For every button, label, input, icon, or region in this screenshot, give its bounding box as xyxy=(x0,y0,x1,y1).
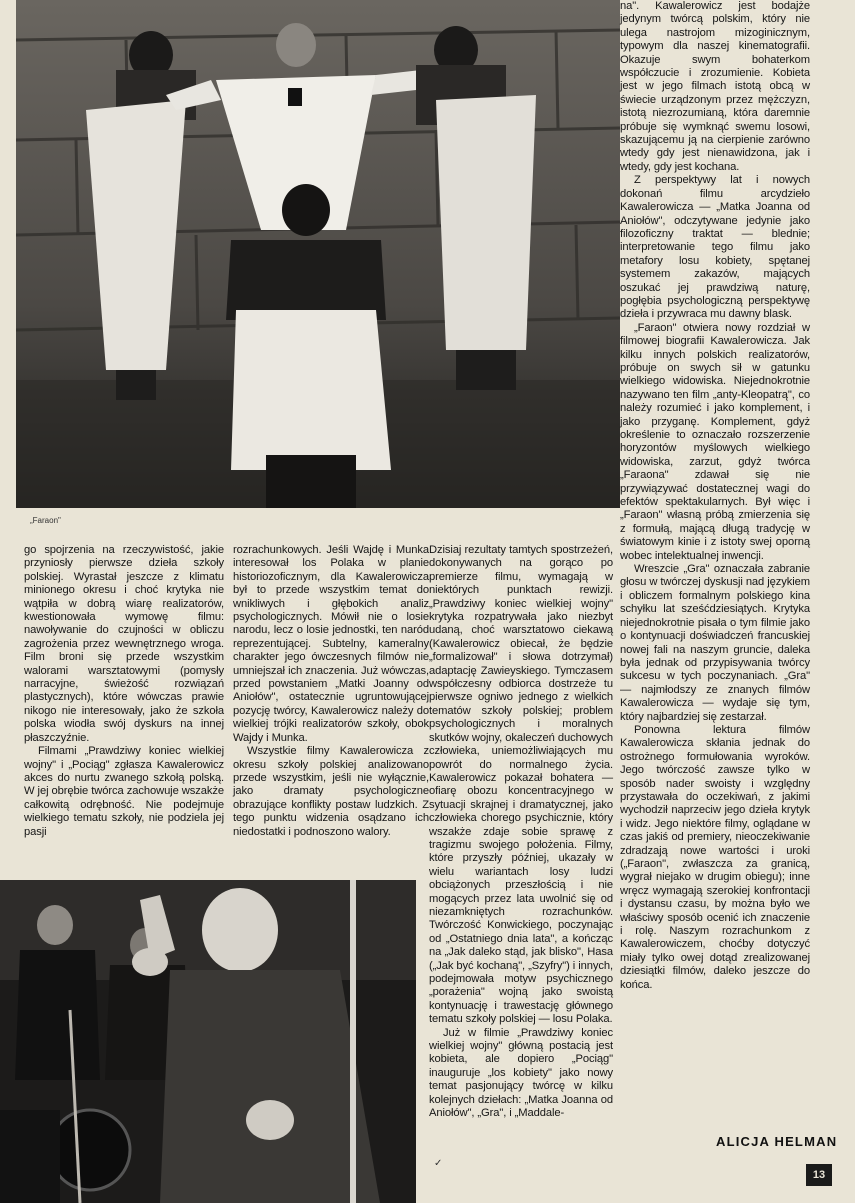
faraon-still-icon xyxy=(16,0,620,508)
paragraph: Filmami „Prawdziwy koniec wielkiej wojny" i „Pociąg" zgłasza Kawalerowicz akces do nurtu zwanego szkołą polską. W jej obrębie twórca zachowuje wszakże całkowitą odrębność. Nie podejmuje wielkiego tematu szkoły, nie podziela jej pasji xyxy=(24,745,224,838)
director-on-set-photo xyxy=(0,880,416,1203)
photo-caption: „Faraon" xyxy=(30,516,61,525)
paragraph: rozrachunkowych. Jeśli Wajdę i Munka interesował los Polaka w planie historiozoficznym, dla Kawalerowicza był to przede wszystkim temat do wnikliwych i głębokich analiz psychologicznych. Mówił nie o losie narodu, lecz o losie jednostki, ten naród reprezentującej. Subtelny, kameralny charakter jego ówczesnych filmów nie umniejszał ich znaczenia. Już wówczas, przed powstaniem „Matki Joanny od Aniołów", ostatecznie ugruntowującej pozycję twórcy, Kawalerowicz należy do wielkiej trójki realizatorów szkoły, obok Wajdy i Munka. xyxy=(233,544,429,744)
article-column-3 xyxy=(429,544,613,1154)
paragraph: Wreszcie „Gra" oznaczała zabranie głosu w twórczej dyskusji nad językiem i obliczem formalnym polskiego kina schyłku lat sześćdziesiątych. Krytyka niejednokrotnie pisała o tym filmie jako o kontynuacji doświadczeń francuskiej nowej fali na naszym gruncie, daleka była jednak od przypisywania twórcy sukcesu w tych poczynaniach. „Gra" — najmłodszy ze znanych filmów Kawalerowicza — wydaje się tym, który najbardziej się zestarzał. xyxy=(620,563,810,723)
page-number: 13 xyxy=(806,1164,832,1186)
paragraph: Z perspektywy lat i nowych dokonań filmu arcydzieło Kawalerowicza — „Matka Joanna od Aniołów", odczytywane jedynie jako filozoficzny traktat — blednie; interpretowanie tego filmu jako metafory losu kobiety, spętanej systemem zakazów, mających oszukać jej prawdziwą naturę, pogłębia psychologiczną perspektywę dzieła i przywraca mu dawny blask. xyxy=(620,174,810,321)
article-column-2 xyxy=(233,544,429,874)
article-column-4 xyxy=(620,0,810,1110)
footer-mark: ✓ xyxy=(434,1158,443,1169)
paragraph: Już w filmie „Prawdziwy koniec wielkiej wojny" główną postacią jest kobieta, ale dopiero „Pociąg" inauguruje „los kobiety" jako nowy temat pasjonujący twórcę w kilku kolejnych dziełach: „Matka Joanna od Aniołów", „Gra", i „Maddale- xyxy=(429,1026,613,1120)
paragraph: Ponowna lektura filmów Kawalerowicza skłania jednak do ostrożnego formułowania wyroków. Jego twórczość zawsze tylko w sposób nader swoisty i względny przystawała do oczekiwań, z jakimi wychodził naprzeciw jego dzieła krytyk i widz. Jego niektóre filmy, oglądane w czas jakiś od premiery, nieoczekiwanie zdradzają nowe wartości i uroki („Faraon", zwłaszcza za granicą, wygrał niejako w drugim obiegu); inne wręcz wymagają szerokiej konfrontacji i dystansu czasu, by można było we właściwy sposób ocenić ich znaczenie i rolę. Naszym rozrachunkom z Kawalerowiczem, choćby dotyczyć miały tylko owej dotąd zrealizowanej dziesiątki filmów, daleko jeszcze do końca. xyxy=(620,723,810,991)
director-on-set-icon xyxy=(0,880,416,1203)
paragraph: go spojrzenia na rzeczywistość, jakie przyniosły pierwsze dzieła szkoły polskiej. Wyrastał jeszcze z klimatu minionego okresu i choć krytyka nie wątpiła w dobrą wiarę realizatorów, kwestionowała wymowę filmu: nawoływanie do czujności w obliczu zagrożenia przez wewnętrznego wroga. Film broni się przede wszystkim walorami warsztatowymi (pomysły narracyjne, świeżość rozwiązań plastycznych), które wówczas prawie nikogo nie interesowały, jako że szkoła polska wiodła swój dyskurs na innej płaszczyźnie. xyxy=(24,544,224,744)
paragraph: Wszystkie filmy Kawalerowicza z okresu szkoły polskiej analizowano przede wszystkim, jeśli nie wyłącznie, jako dramaty psychologiczne obrazujące konflikty postaw ludzkich. Z tego punktu widzenia osądzano ich niedostatki i podnoszono walory. xyxy=(233,745,429,838)
author-signature: ALICJA HELMAN xyxy=(716,1134,838,1149)
paragraph: na". Kawalerowicz jest bodajże jedynym twórcą polskim, który nie ulega nastrojom mizoginicznym, typowym dla naszej kinematografii. Okazuje swym bohaterkom współczucie i zrozumienie. Kobieta jest w jego filmach istotą obcą w świecie urządzonym przez mężczyzn, istotą niezrozumianą, która daremnie próbuje się wymknąć swemu losowi, skazującemu ją na cierpienie zarówno wtedy gdy jest nienawidzona, jak i wtedy, gdy jest kochana. xyxy=(620,0,810,173)
paragraph: „Faraon" otwiera nowy rozdział w filmowej biografii Kawalerowicza. Jak kilku innych polskich realizatorów, próbuje on swych sił w gatunku wielkiego widowiska. Niejednokrotnie nazywano ten film „anty-Kleopatrą", co należy rozumieć i jako komplement, i jako przyganę. Komplement, gdyż określenie to oznaczało rozszerzenie horyzontów myślowych wielkiego widowiska, zarzut, gdyż twórca „Faraona" zdawał się nie przywiązywać dostatecznej wagi do efektów spektakularnych. Był więc i „Faraon" własną próbą zmierzenia się z formułą, mającą długą tradycję w światowym kinie i z istoty swej oporną wobec intelektualnej inwencji. xyxy=(620,321,810,562)
article-column-1 xyxy=(24,544,224,874)
faraon-still-photo xyxy=(16,0,620,508)
paragraph: Dzisiaj rezultaty tamtych spostrzeżeń, dokonywanych na gorąco po premierze filmu, wymagają w niektórych punktach rewizji. „Prawdziwy koniec wielkiej wojny" krytyka rozpatrywała jako niezbyt udaną, choć warsztatowo ciekawą (Kawalerowicz obiecał, że będzie „formalizował" i słowa dotrzymał) adaptację Zawieyskiego. Tymczasem współczesny odbiorca dostrzeże tu pierwsze ogniwo jednego z wielkich tematów szkoły polskiej; problem psychologicznych i moralnych skutków wojny, okaleczeń duchowych człowieka, uniemożliwiających mu powrót do normalnego życia. Kawalerowicz pokazał bohatera — ofiarę obozu koncentracyjnego w sytuacji skrajnej i dramatycznej, jako człowieka chorego psychicznie, który wszakże zdaje sobie sprawę z tragizmu swojego położenia. Filmy, które przyszły później, ukazały w wielu wariantach losy ludzi obciążonych przeszłością i nie mogących przez lata uwolnić się od niezamkniętych rozrachunków. Twórczość Konwickiego, poczynając od „Ostatniego dnia lata", a kończąc na „Jak daleko stąd, jak blisko", Hasa („Jak być kochaną", „Szyfry") i innych, podejmowała motyw psychicznego „porażenia" wojną jako swoistą kontynuację i trawestację głównego tematu szkoły polskiej — losu Polaka. xyxy=(429,544,613,1026)
